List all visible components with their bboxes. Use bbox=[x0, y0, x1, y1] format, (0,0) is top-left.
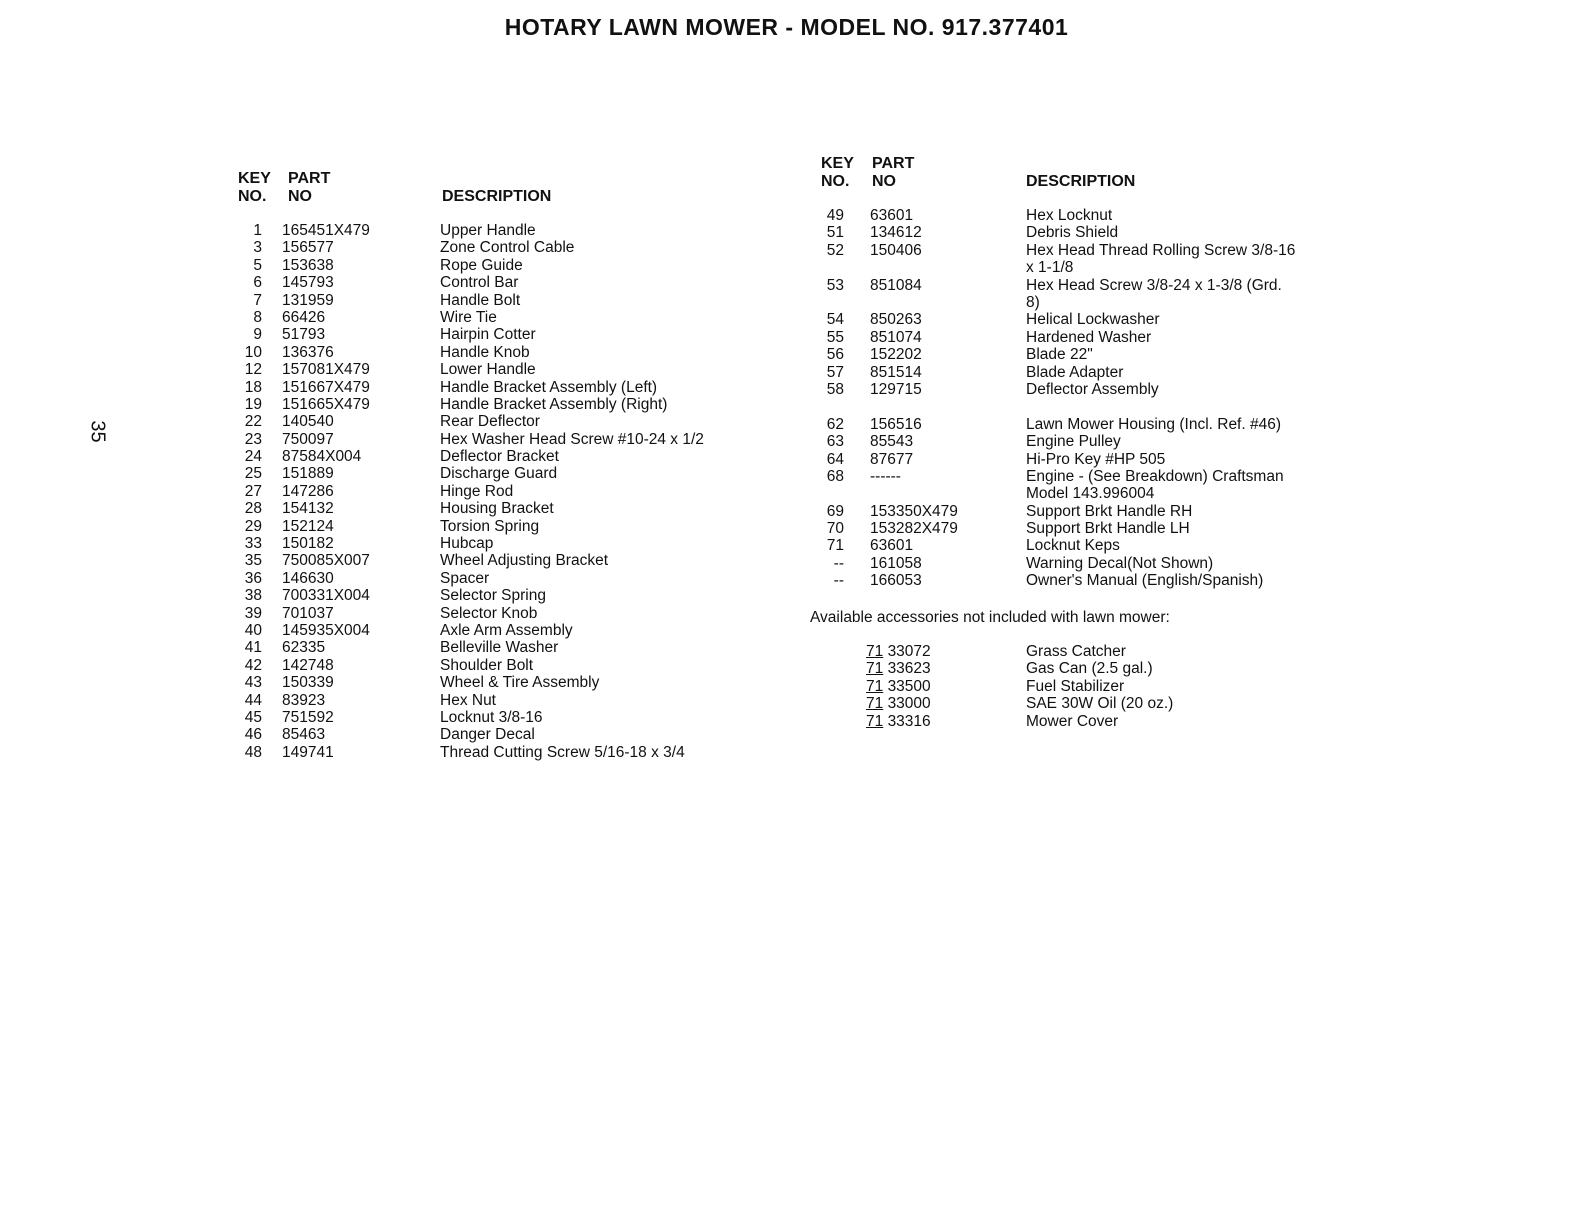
right-part-header bbox=[872, 155, 914, 191]
right-part-header-line1: PART bbox=[872, 155, 915, 172]
list-item bbox=[866, 713, 1286, 730]
part-number: 700331X004 bbox=[282, 587, 370, 605]
part-description bbox=[1026, 468, 1326, 503]
part-description bbox=[1026, 520, 1190, 537]
accessory-description: SAE 30W Oil (20 oz.) bbox=[1026, 695, 1174, 713]
table-row bbox=[236, 379, 756, 396]
left-part-header-line1: PART bbox=[288, 170, 331, 187]
right-description-header: DESCRIPTION bbox=[1026, 173, 1136, 190]
right-key-header-line2: NO. bbox=[821, 173, 850, 190]
part-description: Locknut 3/8-16 bbox=[440, 708, 543, 726]
right-key-header-line1: KEY bbox=[821, 155, 854, 172]
part-description: Selector Spring bbox=[440, 587, 546, 605]
accessories-list bbox=[866, 643, 1286, 730]
accessory-prefix: 71 bbox=[866, 695, 884, 713]
part-description-line: Owner's Manual (English/Spanish) bbox=[1026, 572, 1264, 590]
table-row bbox=[818, 364, 1338, 381]
list-item bbox=[866, 678, 1286, 695]
part-number: 701037 bbox=[282, 604, 334, 622]
page-title: HOTARY LAWN MOWER - MODEL NO. 917.377401 bbox=[504, 14, 1069, 40]
key-number: 3 bbox=[253, 239, 262, 257]
accessory-part: 33000 bbox=[887, 695, 931, 713]
part-number: 851084 bbox=[870, 276, 922, 294]
left-key-header bbox=[238, 170, 271, 206]
part-description: Danger Decal bbox=[440, 726, 535, 744]
part-description bbox=[1026, 242, 1326, 277]
list-item bbox=[866, 660, 1286, 677]
key-number: 52 bbox=[826, 241, 844, 259]
part-number: 850263 bbox=[870, 311, 922, 329]
table-row bbox=[818, 451, 1338, 468]
table-row bbox=[236, 396, 756, 413]
accessory-part-number bbox=[866, 695, 931, 712]
part-description: Belleville Washer bbox=[440, 639, 559, 657]
accessory-description: Mower Cover bbox=[1026, 712, 1119, 730]
part-description bbox=[1026, 329, 1151, 346]
part-number: 145935X004 bbox=[282, 621, 370, 639]
right-part-header-line2: NO bbox=[872, 173, 896, 190]
list-item bbox=[866, 695, 1286, 712]
part-number: 129715 bbox=[870, 380, 922, 398]
part-description bbox=[1026, 416, 1281, 433]
part-number: 851514 bbox=[870, 363, 922, 381]
key-number: 39 bbox=[244, 604, 262, 622]
part-number: 146630 bbox=[282, 569, 334, 587]
part-description-line: Hi-Pro Key #HP 505 bbox=[1026, 450, 1166, 468]
key-number: 29 bbox=[244, 517, 262, 535]
accessory-part-number bbox=[866, 678, 931, 695]
key-number: 45 bbox=[244, 708, 262, 726]
key-number: 35 bbox=[244, 552, 262, 570]
left-parts-list bbox=[236, 222, 756, 761]
part-description bbox=[1026, 503, 1192, 520]
table-row bbox=[236, 535, 756, 552]
part-number: 750085X007 bbox=[282, 552, 370, 570]
part-number: 131959 bbox=[282, 291, 334, 309]
table-row bbox=[236, 413, 756, 430]
key-number: 63 bbox=[826, 433, 844, 451]
table-row bbox=[236, 448, 756, 465]
table-row bbox=[818, 242, 1338, 277]
key-number: 28 bbox=[244, 500, 262, 518]
part-number: 149741 bbox=[282, 743, 334, 761]
table-row bbox=[236, 361, 756, 378]
part-description bbox=[1026, 207, 1112, 224]
key-number: 43 bbox=[244, 674, 262, 692]
accessory-prefix: 71 bbox=[866, 643, 884, 660]
accessory-part-number bbox=[866, 713, 931, 730]
part-number: 83923 bbox=[282, 691, 326, 709]
part-description-line: Hardened Washer bbox=[1026, 328, 1152, 346]
part-description bbox=[1026, 346, 1093, 363]
key-number: 44 bbox=[244, 691, 262, 709]
key-number: 18 bbox=[244, 378, 262, 396]
part-description: Hairpin Cotter bbox=[440, 326, 536, 344]
key-number: 58 bbox=[826, 380, 844, 398]
part-number: 87677 bbox=[870, 450, 914, 468]
table-row bbox=[236, 552, 756, 569]
key-number: 36 bbox=[244, 569, 262, 587]
key-number: 12 bbox=[244, 361, 262, 379]
part-description: Discharge Guard bbox=[440, 465, 558, 483]
table-row bbox=[236, 292, 756, 309]
key-number: 46 bbox=[244, 726, 262, 744]
key-number: 48 bbox=[244, 743, 262, 761]
table-row bbox=[818, 503, 1338, 520]
part-description bbox=[1026, 451, 1165, 468]
part-description: Spacer bbox=[440, 569, 490, 587]
part-description: Wheel & Tire Assembly bbox=[440, 674, 600, 692]
part-number: 154132 bbox=[282, 500, 334, 518]
part-description: Axle Arm Assembly bbox=[440, 621, 573, 639]
part-description: Hex Washer Head Screw #10-24 x 1/2 bbox=[440, 430, 704, 448]
table-row bbox=[236, 744, 756, 761]
part-number: 136376 bbox=[282, 343, 334, 361]
left-part-header bbox=[288, 170, 330, 206]
part-description bbox=[1026, 224, 1118, 241]
part-description: Shoulder Bolt bbox=[440, 656, 534, 674]
part-description-line: Hex Head Thread Rolling Screw 3/8-16 bbox=[1026, 241, 1296, 259]
part-description-line: Debris Shield bbox=[1026, 224, 1119, 242]
part-description: Rope Guide bbox=[440, 256, 523, 274]
part-description: Wire Tie bbox=[440, 308, 497, 326]
key-number: 25 bbox=[244, 465, 262, 483]
table-row bbox=[236, 726, 756, 743]
part-description bbox=[1026, 311, 1160, 328]
part-number: 152124 bbox=[282, 517, 334, 535]
part-description bbox=[1026, 277, 1326, 312]
right-parts-list bbox=[818, 207, 1338, 590]
key-number: 7 bbox=[253, 291, 262, 309]
part-number: 153638 bbox=[282, 256, 334, 274]
table-row bbox=[236, 570, 756, 587]
table-row bbox=[236, 222, 756, 239]
part-number: 150339 bbox=[282, 674, 334, 692]
part-description-line: Engine - (See Breakdown) Craftsman bbox=[1026, 467, 1284, 485]
part-number: 51793 bbox=[282, 326, 326, 344]
part-description bbox=[1026, 381, 1159, 398]
part-number: 851074 bbox=[870, 328, 922, 346]
part-number: 62335 bbox=[282, 639, 326, 657]
key-number: 38 bbox=[244, 587, 262, 605]
key-number: 55 bbox=[826, 328, 844, 346]
key-number: 9 bbox=[253, 326, 262, 344]
table-row bbox=[236, 587, 756, 604]
part-number: 156577 bbox=[282, 239, 334, 257]
table-row bbox=[818, 381, 1338, 398]
part-description: Rear Deflector bbox=[440, 413, 540, 431]
part-description-line: Engine Pulley bbox=[1026, 433, 1121, 451]
table-row bbox=[236, 500, 756, 517]
accessory-prefix: 71 bbox=[866, 712, 884, 730]
part-description-line: Locknut Keps bbox=[1026, 537, 1120, 555]
table-row bbox=[818, 346, 1338, 363]
part-description-line: Lawn Mower Housing (Incl. Ref. #46) bbox=[1026, 415, 1282, 433]
part-number: 165451X479 bbox=[282, 222, 370, 239]
table-row bbox=[236, 605, 756, 622]
part-description: Handle Knob bbox=[440, 343, 530, 361]
part-number: 151665X479 bbox=[282, 395, 370, 413]
table-row bbox=[236, 692, 756, 709]
part-description: Lower Handle bbox=[440, 361, 536, 379]
key-number: -- bbox=[833, 554, 844, 572]
part-description-line: Warning Decal(Not Shown) bbox=[1026, 554, 1214, 572]
part-number: 161058 bbox=[870, 554, 922, 572]
table-row bbox=[818, 277, 1338, 312]
part-number: 85543 bbox=[870, 433, 914, 451]
part-number: 87584X004 bbox=[282, 448, 362, 466]
table-row bbox=[818, 416, 1338, 433]
part-description-line: Support Brkt Handle RH bbox=[1026, 502, 1193, 520]
key-number: 49 bbox=[826, 207, 844, 224]
part-description-line: Blade Adapter bbox=[1026, 363, 1124, 381]
part-description-line: Helical Lockwasher bbox=[1026, 311, 1160, 329]
part-description bbox=[1026, 537, 1120, 554]
key-number: 64 bbox=[826, 450, 844, 468]
key-number: 51 bbox=[826, 224, 844, 242]
part-description: Selector Knob bbox=[440, 604, 538, 622]
part-number: 85463 bbox=[282, 726, 326, 744]
part-description-line: 8) bbox=[1026, 293, 1040, 311]
table-row bbox=[236, 674, 756, 691]
table-row bbox=[818, 207, 1338, 224]
key-number: 56 bbox=[826, 346, 844, 364]
key-number: 22 bbox=[244, 413, 262, 431]
part-number: 152202 bbox=[870, 346, 922, 364]
key-number: 27 bbox=[244, 482, 262, 500]
part-number: 150182 bbox=[282, 535, 334, 553]
accessory-part: 33316 bbox=[887, 712, 931, 730]
table-row bbox=[236, 257, 756, 274]
accessory-description: Fuel Stabilizer bbox=[1026, 677, 1125, 695]
table-row bbox=[818, 224, 1338, 241]
part-description: Deflector Bracket bbox=[440, 448, 559, 466]
part-number: 147286 bbox=[282, 482, 334, 500]
part-number: 153282X479 bbox=[870, 520, 958, 538]
part-description: Wheel Adjusting Bracket bbox=[440, 552, 609, 570]
part-number: 750097 bbox=[282, 430, 334, 448]
table-row bbox=[818, 520, 1338, 537]
part-description: Handle Bracket Assembly (Left) bbox=[440, 378, 658, 396]
part-number: 140540 bbox=[282, 413, 334, 431]
table-row bbox=[236, 622, 756, 639]
table-row bbox=[818, 537, 1338, 554]
table-row bbox=[818, 555, 1338, 572]
part-number: 157081X479 bbox=[282, 361, 370, 379]
left-key-header-line2: NO. bbox=[238, 188, 267, 205]
accessory-prefix: 71 bbox=[866, 677, 884, 695]
part-number: 63601 bbox=[870, 207, 914, 224]
key-number: -- bbox=[833, 572, 844, 590]
key-number: 62 bbox=[826, 415, 844, 433]
part-description-line: Support Brkt Handle LH bbox=[1026, 520, 1190, 538]
key-number: 71 bbox=[826, 537, 844, 555]
part-description: Housing Bracket bbox=[440, 500, 554, 518]
key-number: 54 bbox=[826, 311, 844, 329]
table-row bbox=[236, 326, 756, 343]
table-row bbox=[236, 639, 756, 656]
table-row bbox=[236, 483, 756, 500]
key-number: 41 bbox=[244, 639, 262, 657]
left-description-header: DESCRIPTION bbox=[442, 188, 552, 205]
part-description: Hinge Rod bbox=[440, 482, 514, 500]
key-number: 19 bbox=[244, 395, 262, 413]
accessory-part-number bbox=[866, 660, 931, 677]
part-description-line: Hex Locknut bbox=[1026, 207, 1113, 224]
part-description: Zone Control Cable bbox=[440, 239, 575, 257]
key-number: 69 bbox=[826, 502, 844, 520]
part-number: 153350X479 bbox=[870, 502, 958, 520]
accessory-prefix: 71 bbox=[866, 660, 884, 678]
table-row bbox=[818, 311, 1338, 328]
key-number: 70 bbox=[826, 520, 844, 538]
key-number: 8 bbox=[253, 308, 262, 326]
key-number: 6 bbox=[253, 274, 262, 292]
key-number: 42 bbox=[244, 656, 262, 674]
part-number: 142748 bbox=[282, 656, 334, 674]
part-number: 66426 bbox=[282, 308, 326, 326]
table-row bbox=[818, 468, 1338, 503]
left-part-header-line2: NO bbox=[288, 188, 312, 205]
part-description-line: Hex Head Screw 3/8-24 x 1-3/8 (Grd. bbox=[1026, 276, 1282, 294]
table-row bbox=[236, 309, 756, 326]
part-description bbox=[1026, 364, 1123, 381]
key-number: 40 bbox=[244, 621, 262, 639]
part-description: Torsion Spring bbox=[440, 517, 540, 535]
part-description: Hex Nut bbox=[440, 691, 496, 709]
part-description-line: Model 143.996004 bbox=[1026, 485, 1155, 503]
table-row bbox=[236, 431, 756, 448]
list-item bbox=[866, 643, 1286, 660]
part-description: Handle Bracket Assembly (Right) bbox=[440, 395, 668, 413]
part-number: 150406 bbox=[870, 241, 922, 259]
part-description bbox=[1026, 572, 1263, 589]
key-number: 10 bbox=[244, 343, 262, 361]
part-number: 151889 bbox=[282, 465, 334, 483]
table-row bbox=[818, 572, 1338, 589]
table-row bbox=[236, 274, 756, 291]
part-number: ------ bbox=[870, 467, 901, 485]
part-description: Hubcap bbox=[440, 535, 494, 553]
accessory-part: 33072 bbox=[887, 643, 931, 660]
left-key-header-line1: KEY bbox=[238, 170, 271, 187]
accessories-note: Available accessories not included with lawn mower: bbox=[810, 609, 1170, 626]
right-key-header bbox=[821, 155, 854, 191]
key-number: 53 bbox=[826, 276, 844, 294]
key-number: 33 bbox=[244, 535, 262, 553]
part-description: Thread Cutting Screw 5/16-18 x 3/4 bbox=[440, 743, 685, 761]
key-number: 68 bbox=[826, 467, 844, 485]
part-number: 156516 bbox=[870, 415, 922, 433]
part-description bbox=[1026, 433, 1121, 450]
part-number: 751592 bbox=[282, 708, 334, 726]
accessory-description: Gas Can (2.5 gal.) bbox=[1026, 660, 1153, 678]
accessory-part-number bbox=[866, 643, 931, 660]
table-row bbox=[818, 329, 1338, 346]
key-number: 57 bbox=[826, 363, 844, 381]
part-description: Upper Handle bbox=[440, 222, 536, 239]
part-description-line: Deflector Assembly bbox=[1026, 380, 1159, 398]
table-row bbox=[236, 518, 756, 535]
page-number: 35 bbox=[86, 420, 109, 443]
part-description-line: Blade 22" bbox=[1026, 346, 1093, 364]
table-row bbox=[236, 239, 756, 256]
key-number: 23 bbox=[244, 430, 262, 448]
part-description: Control Bar bbox=[440, 274, 519, 292]
table-row bbox=[236, 465, 756, 482]
part-number: 63601 bbox=[870, 537, 914, 555]
part-number: 134612 bbox=[870, 224, 922, 242]
accessory-part: 33500 bbox=[887, 677, 931, 695]
key-number: 1 bbox=[253, 222, 262, 239]
table-row bbox=[236, 344, 756, 361]
part-number: 145793 bbox=[282, 274, 334, 292]
part-number: 166053 bbox=[870, 572, 922, 590]
table-row bbox=[236, 709, 756, 726]
table-row bbox=[818, 433, 1338, 450]
key-number: 5 bbox=[253, 256, 262, 274]
part-description: Handle Bolt bbox=[440, 291, 521, 309]
accessory-part: 33623 bbox=[887, 660, 931, 678]
accessory-description: Grass Catcher bbox=[1026, 643, 1126, 660]
key-number: 24 bbox=[244, 448, 262, 466]
part-description-line: x 1-1/8 bbox=[1026, 259, 1074, 277]
part-number: 151667X479 bbox=[282, 378, 370, 396]
table-row bbox=[236, 657, 756, 674]
part-description bbox=[1026, 555, 1213, 572]
